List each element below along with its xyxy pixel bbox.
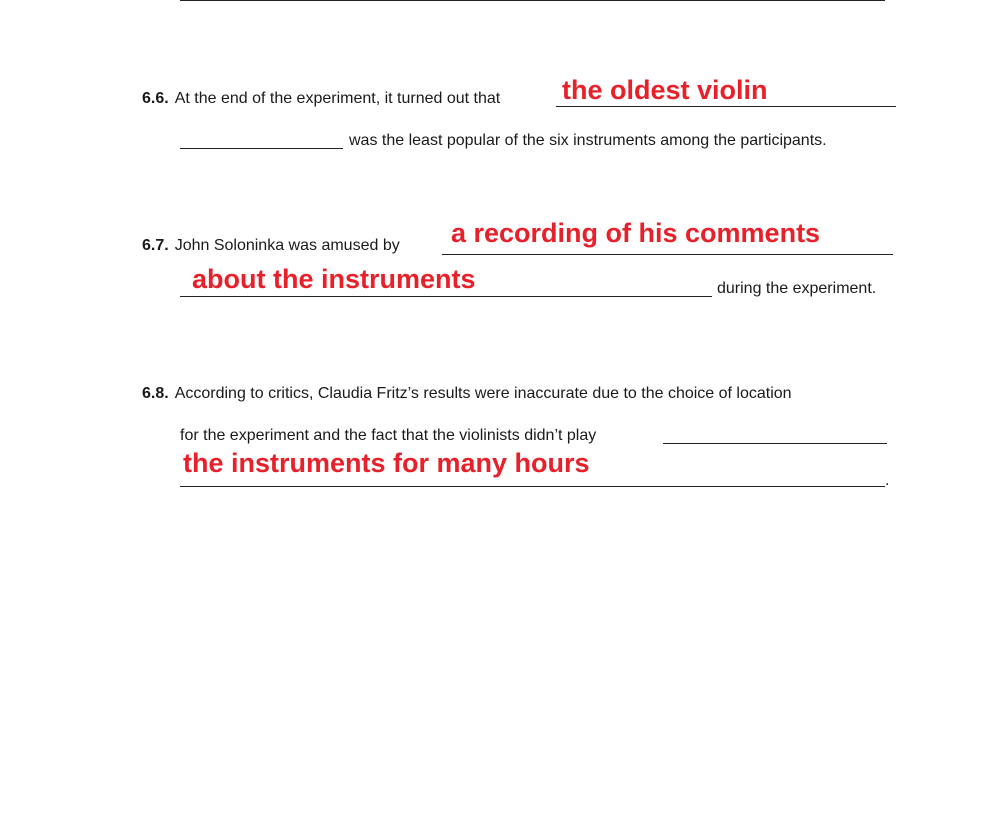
answer-6-6: the oldest violin [562, 75, 768, 105]
previous-answer-line [180, 0, 885, 1]
question-6-6-line1 [142, 89, 500, 109]
question-number: 6.6. [142, 90, 169, 107]
question-6-8-period: . [885, 472, 890, 489]
answer-blank-6-8-a[interactable] [663, 443, 887, 444]
answer-blank-6-7-b[interactable] [180, 296, 712, 297]
question-text: John Soloninka was amused by [174, 237, 400, 254]
answer-blank-6-6-a[interactable] [556, 106, 896, 107]
question-6-8-line2: for the experiment and the fact that the violinists didn’t play [180, 427, 597, 444]
question-6-7-line1 [142, 236, 400, 256]
question-number: 6.8. [142, 385, 169, 402]
answer-6-8: the instruments for many hours [183, 448, 590, 478]
question-text: According to critics, Claudia Fritz’s results were inaccurate due to the choice of location [174, 385, 792, 402]
question-6-6-line2: was the least popular of the six instruments among the participants. [349, 132, 827, 149]
question-6-8-line1 [142, 384, 792, 404]
answer-6-7-part2: about the instruments [192, 264, 476, 294]
answer-blank-6-6-b[interactable] [180, 148, 343, 149]
question-text: At the end of the experiment, it turned out that [174, 90, 501, 107]
answer-blank-6-8-b[interactable] [180, 486, 885, 487]
answer-6-7-part1: a recording of his comments [451, 218, 821, 248]
question-6-7-line2: during the experiment. [717, 280, 877, 297]
answer-blank-6-7-a[interactable] [442, 254, 893, 255]
question-number: 6.7. [142, 237, 169, 254]
